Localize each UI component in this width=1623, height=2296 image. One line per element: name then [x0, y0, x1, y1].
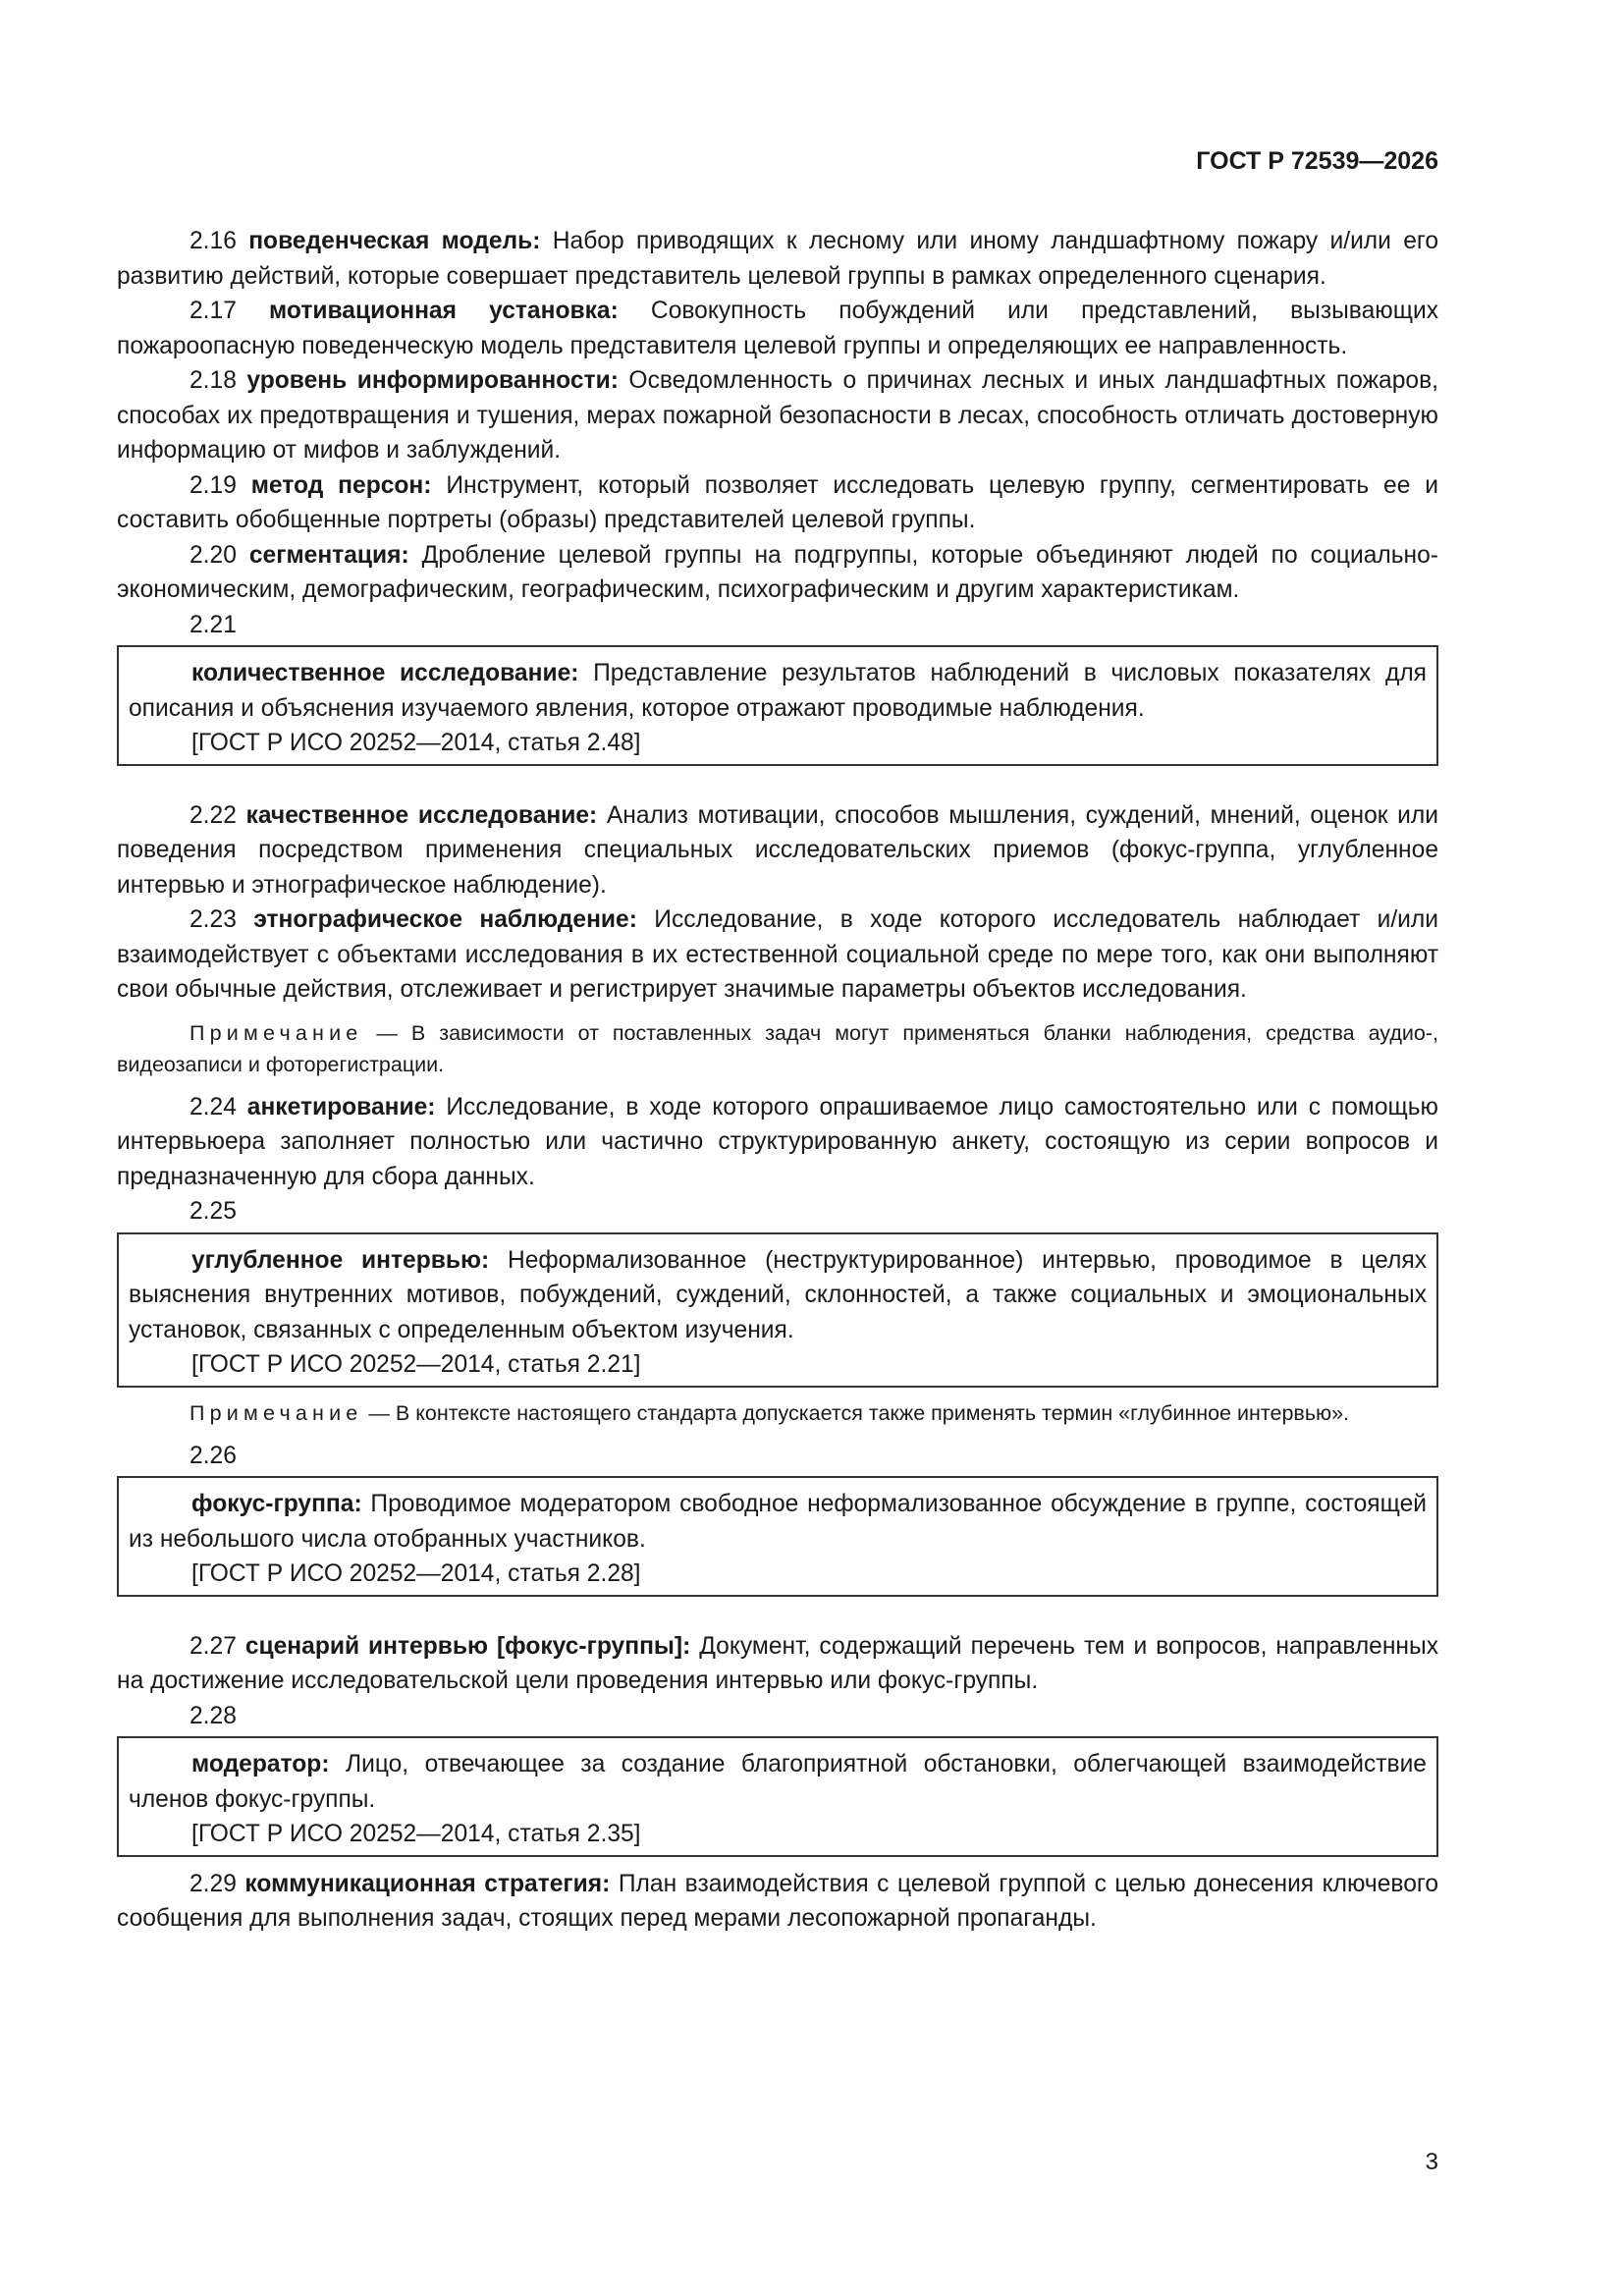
entry-number-2-26: 2.26	[189, 1442, 237, 1469]
term-definition: Совокупность побуждений или представлений, вызывающих пожароопасную поведенческую модель представителя целевой группы и определяющих ее направленность.	[117, 298, 1438, 359]
term-definition: Проводимое модератором свободное неформализованное обсуждение в группе, состоящей из небольшого числа отобранных участников.	[129, 1491, 1427, 1553]
cited-term-text	[129, 656, 1427, 726]
cited-term-box-2-26	[117, 1476, 1438, 1597]
term-entry-2-22	[117, 798, 1438, 903]
term-entry-2-24	[117, 1090, 1438, 1195]
term-definition: Дробление целевой группы на подгруппы, которые объединяют людей по социально-экономическим, демографическим, географическим, психографическим и другим характеристикам.	[117, 541, 1438, 603]
standard-code-header: ГОСТ Р 72539—2026	[1196, 147, 1438, 175]
cited-term-text	[129, 1487, 1427, 1557]
entry-number: 2.20	[189, 541, 237, 569]
term-definition: Анализ мотивации, способов мышления, суждений, мнений, оценок или поведения посредством применения специальных исследовательских приемов (фокус-группа, углубленное интервью и этнографическое наблюдение).	[117, 801, 1438, 899]
term-name: уровень информированности:	[246, 367, 619, 394]
term-name: сегментация:	[248, 541, 409, 569]
entry-number-2-25: 2.25	[189, 1198, 237, 1225]
note-label: Примечание	[189, 1020, 363, 1045]
cited-term-box-2-21	[117, 645, 1438, 766]
cited-term-box-2-25	[117, 1232, 1438, 1388]
term-definition: Представление результатов наблюдений в числовых показателях для описания и объяснения изучаемого явления, которое отражают проводимые наблюдения.	[129, 660, 1427, 722]
term-definition: Исследование, в ходе которого исследователь наблюдает и/или взаимодействует с объектами исследования в их естественной социальной среде по мере того, как они выполняют свои обычные действия, отслеживает и регистрирует значимые параметры объектов исследования.	[117, 906, 1438, 1003]
term-entry-2-19	[117, 468, 1438, 538]
term-definition: Лицо, отвечающее за создание благоприятной обстановки, облегчающей взаимодействие членов фокус-группы.	[129, 1751, 1427, 1813]
term-name: этнографическое наблюдение:	[253, 906, 637, 933]
term-entry-2-29	[117, 1867, 1438, 1937]
term-entry-2-27	[117, 1629, 1438, 1699]
term-entry-2-16	[117, 224, 1438, 294]
term-definition: Инструмент, который позволяет исследовать целевую группу, сегментировать ее и составить обобщенные портреты (образы) представителей целевой группы.	[117, 471, 1438, 533]
term-name: поведенческая модель:	[248, 228, 541, 254]
term-definition: Исследование, в ходе которого опрашиваемое лицо самостоятельно или с помощью интервьюера заполняет полностью или частично структурированную анкету, состоящую из серии вопросов и предназначенную для сбора данных.	[117, 1093, 1438, 1190]
term-name: количественное исследование:	[191, 660, 579, 686]
entry-number: 2.22	[189, 801, 237, 829]
entry-number: 2.19	[189, 471, 237, 499]
entry-number: 2.27	[189, 1632, 237, 1660]
term-name: анкетирование:	[246, 1093, 436, 1121]
cited-term-text	[129, 1747, 1427, 1817]
term-name: мотивационная установка:	[269, 298, 619, 324]
entry-number: 2.17	[189, 298, 237, 324]
note-label: Примечание	[189, 1400, 363, 1425]
entry-number: 2.18	[189, 367, 237, 394]
term-definition: Осведомленность о причинах лесных и иных ландшафтных пожаров, способах их предотвращения и тушения, мерах пожарной безопасности в лесах, способность отличать достоверную информацию от мифов и заблуждений.	[117, 367, 1438, 464]
term-name: модератор:	[191, 1751, 330, 1777]
entry-number: 2.23	[189, 906, 237, 933]
term-entry-2-17	[117, 294, 1438, 363]
source-reference: [ГОСТ Р ИСО 20252—2014, статья 2.48]	[191, 730, 641, 756]
term-name: углубленное интервью:	[191, 1246, 490, 1274]
term-name: фокус-группа:	[191, 1491, 362, 1517]
term-name: качественное исследование:	[245, 801, 598, 829]
term-name: метод персон:	[250, 471, 432, 499]
entry-number-2-21: 2.21	[189, 611, 237, 638]
entry-number: 2.29	[189, 1870, 237, 1897]
note-2-23	[117, 1017, 1438, 1080]
source-reference: [ГОСТ Р ИСО 20252—2014, статья 2.28]	[191, 1560, 641, 1587]
entry-number: 2.16	[189, 228, 237, 254]
note-text: — В контексте настоящего стандарта допускается также применять термин «глубинное интервью».	[362, 1400, 1350, 1425]
note-text: — В зависимости от поставленных задач могут применяться бланки наблюдения, средства аудио-, видеозаписи и фоторегистрации.	[117, 1020, 1438, 1076]
term-entry-2-20	[117, 538, 1438, 608]
entry-number: 2.24	[189, 1093, 237, 1121]
term-definition: Документ, содержащий перечень тем и вопросов, направленных на достижение исследовательской цели проведения интервью или фокус-группы.	[117, 1632, 1438, 1694]
term-entry-2-23	[117, 902, 1438, 1008]
cited-term-text	[129, 1243, 1427, 1348]
source-reference: [ГОСТ Р ИСО 20252—2014, статья 2.35]	[191, 1821, 641, 1847]
note-2-25	[117, 1397, 1438, 1429]
page-number: 3	[1425, 2149, 1438, 2175]
term-name: сценарий интервью [фокус-группы]:	[244, 1632, 691, 1660]
term-definition: План взаимодействия с целевой группой с целью донесения ключевого сообщения для выполнения задач, стоящих перед мерами лесопожарной пропаганды.	[117, 1870, 1438, 1932]
entry-number-2-28: 2.28	[189, 1702, 237, 1729]
term-name: коммуникационная стратегия:	[244, 1870, 611, 1897]
term-definition: Набор приводящих к лесному или иному ландшафтному пожару и/или его развитию действий, которые совершает представитель целевой группы в рамках определенного сценария.	[117, 228, 1438, 290]
term-definition: Неформализованное (неструктурированное) интервью, проводимое в целях выяснения внутренних мотивов, побуждений, суждений, склонностей, а также социальных и эмоциональных установок, связанных с определенным объектом изучения.	[129, 1246, 1427, 1343]
source-reference: [ГОСТ Р ИСО 20252—2014, статья 2.21]	[191, 1351, 641, 1378]
term-entry-2-18	[117, 363, 1438, 468]
terms-section	[117, 224, 1438, 1937]
cited-term-box-2-28	[117, 1736, 1438, 1857]
